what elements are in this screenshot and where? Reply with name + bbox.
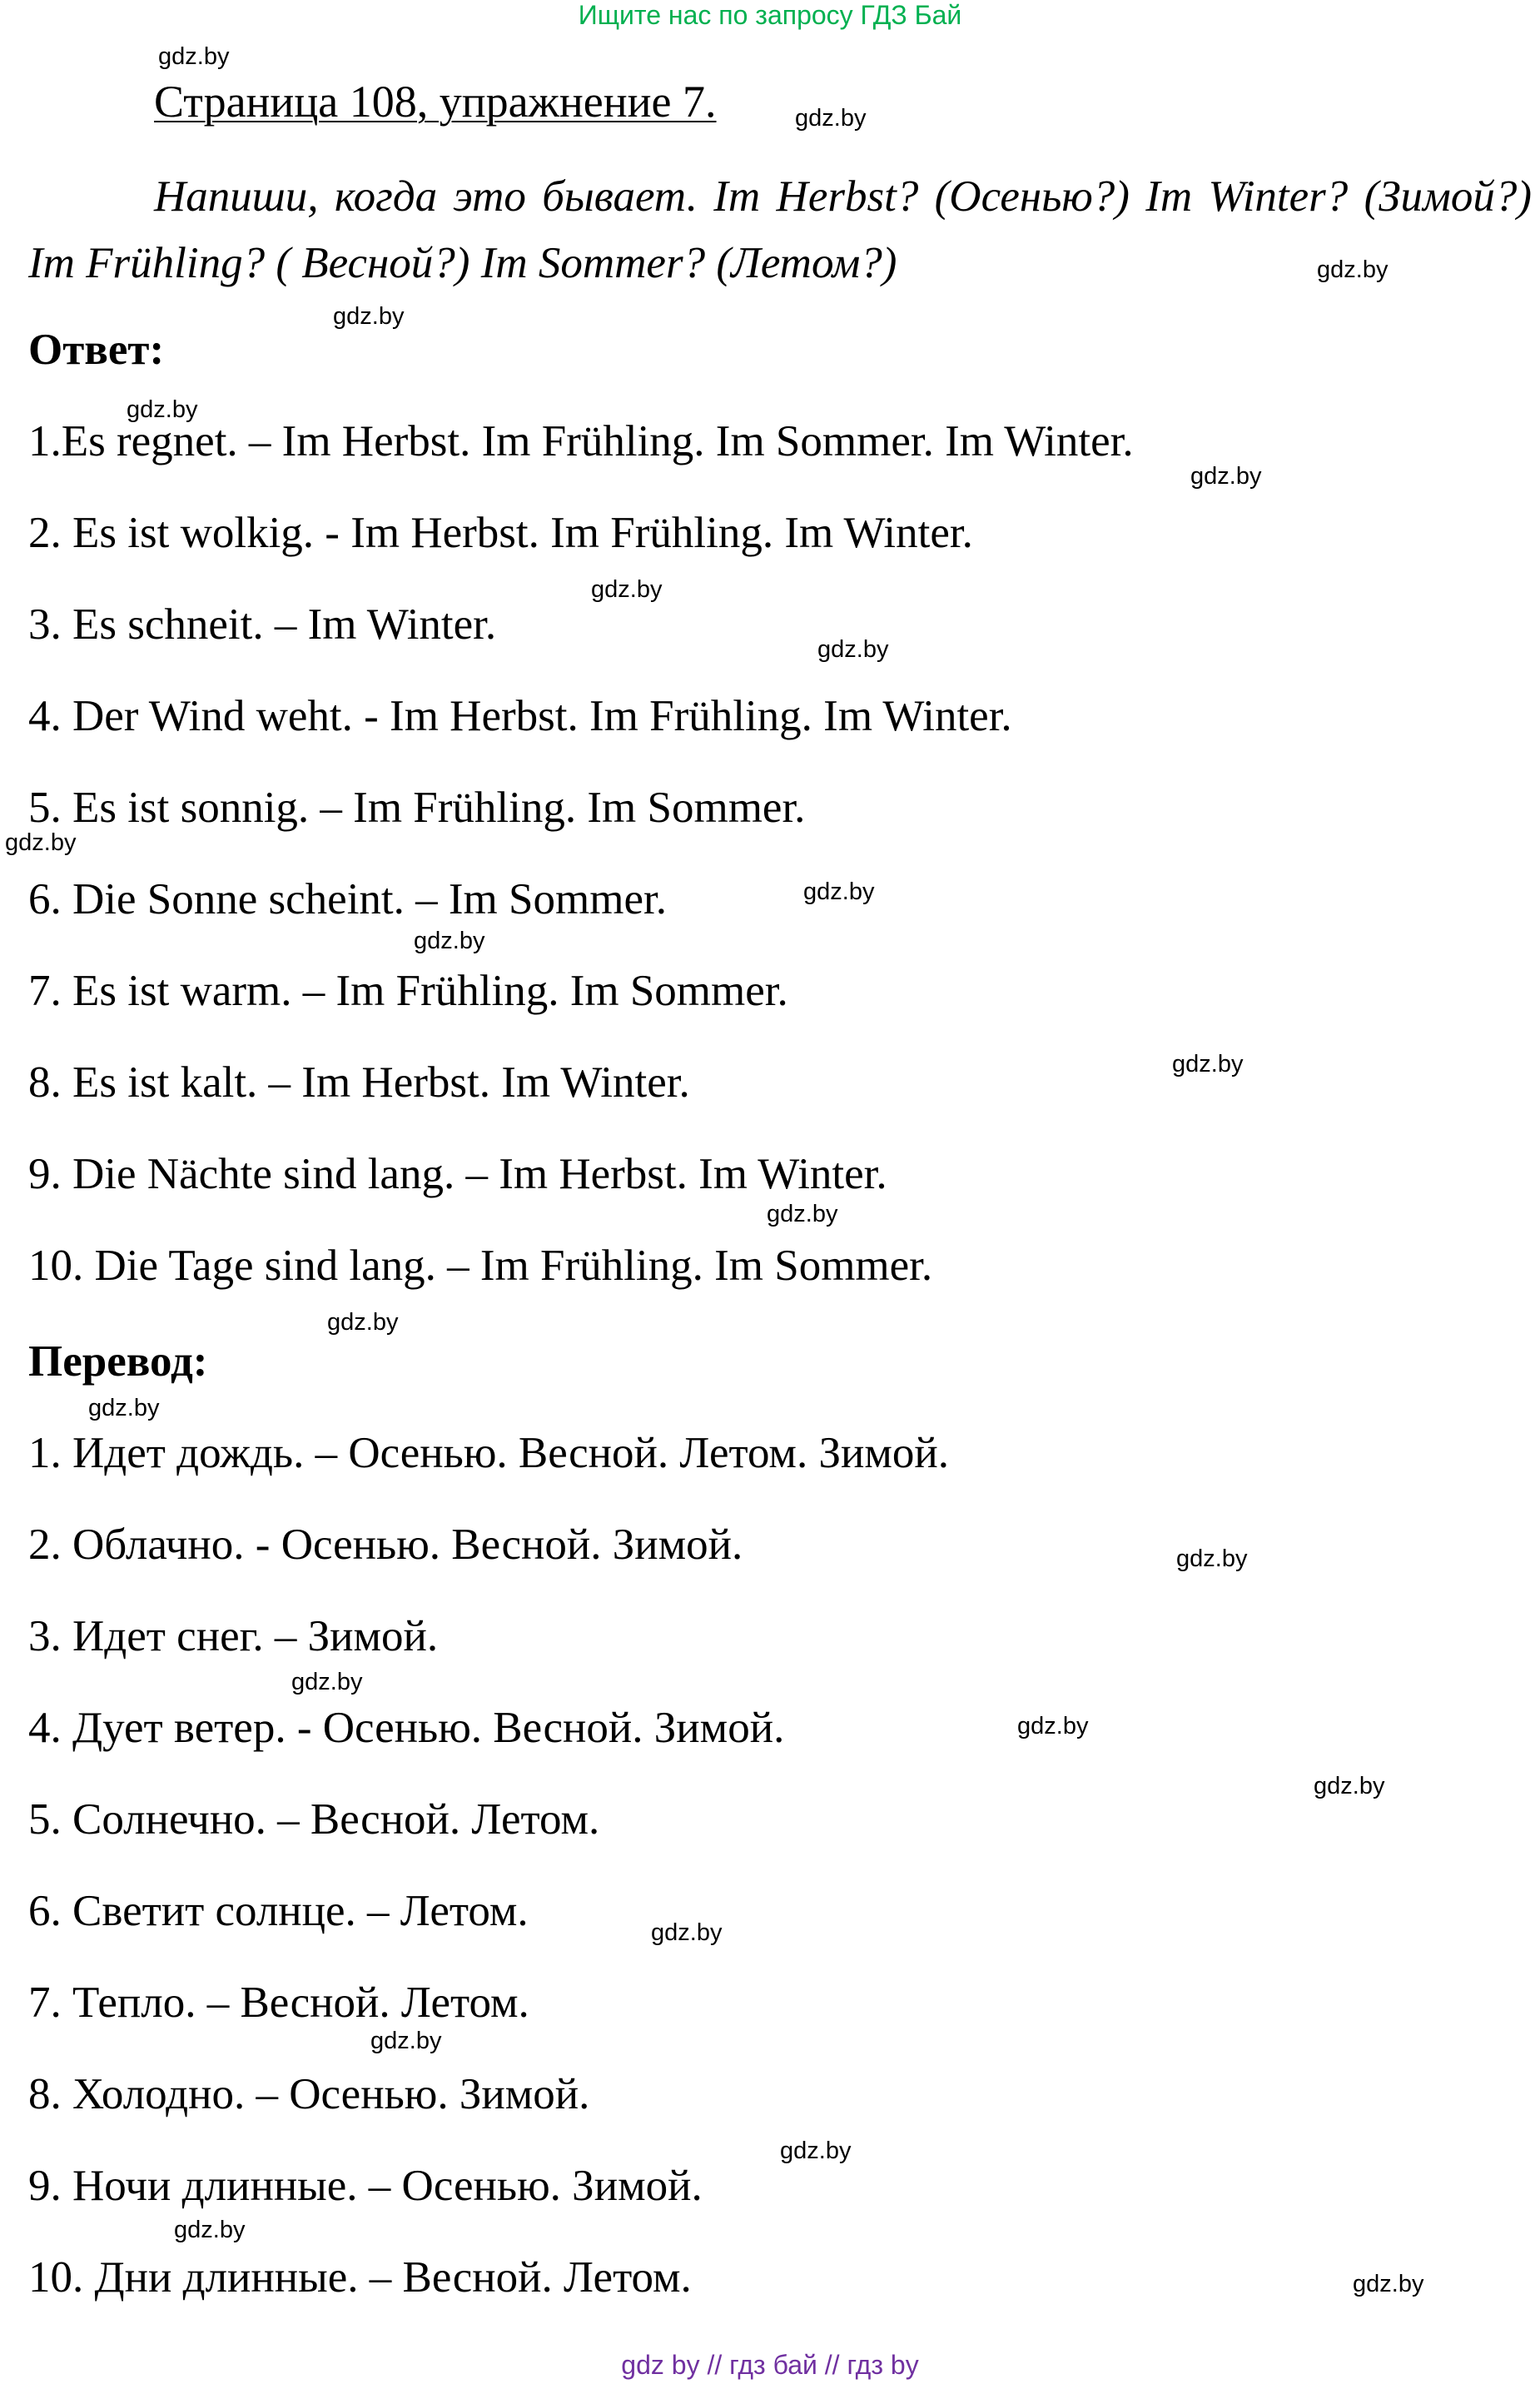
answer-heading: Ответ: — [28, 326, 165, 374]
answer-line-9: 9. Die Nächte sind lang. – Im Herbst. Im Winter. — [28, 1150, 887, 1198]
watermark: gdz.by — [780, 2138, 852, 2164]
translation-line-2: 2. Облачно. - Осенью. Весной. Зимой. — [28, 1520, 743, 1569]
bottom-banner: gdz by // гдз бай // гдз by — [621, 2350, 919, 2380]
answer-line-3: 3. Es schneit. – Im Winter. — [28, 600, 497, 649]
watermark: gdz.by — [158, 43, 230, 70]
translation-line-5: 5. Солнечно. – Весной. Летом. — [28, 1795, 600, 1844]
watermark: gdz.by — [333, 303, 405, 330]
top-banner: Ищите нас по запросу ГДЗ Бай — [578, 0, 962, 30]
watermark: gdz.by — [327, 1309, 399, 1336]
watermark: gdz.by — [5, 829, 77, 856]
watermark: gdz.by — [1317, 256, 1388, 283]
watermark: gdz.by — [174, 2217, 246, 2243]
watermark: gdz.by — [1353, 2271, 1424, 2297]
translation-line-1: 1. Идет дождь. – Осенью. Весной. Летом. Зимой. — [28, 1429, 950, 1477]
answer-line-4: 4. Der Wind weht. - Im Herbst. Im Frühling. Im Winter. — [28, 692, 1012, 740]
watermark: gdz.by — [127, 396, 198, 423]
watermark: gdz.by — [291, 1669, 363, 1695]
page-title: Страница 108, упражнение 7. — [154, 77, 717, 127]
translation-line-6: 6. Светит солнце. – Летом. — [28, 1887, 529, 1935]
watermark: gdz.by — [88, 1395, 160, 1421]
translation-line-3: 3. Идет снег. – Зимой. — [28, 1612, 439, 1660]
answer-line-7: 7. Es ist warm. – Im Frühling. Im Sommer. — [28, 967, 788, 1015]
watermark: gdz.by — [1017, 1713, 1089, 1739]
watermark: gdz.by — [414, 928, 485, 954]
answer-line-8: 8. Es ist kalt. – Im Herbst. Im Winter. — [28, 1058, 690, 1107]
watermark: gdz.by — [591, 576, 663, 603]
watermark: gdz.by — [1190, 463, 1262, 490]
watermark: gdz.by — [767, 1201, 838, 1227]
translation-line-9: 9. Ночи длинные. – Осенью. Зимой. — [28, 2162, 703, 2210]
translation-line-7: 7. Тепло. – Весной. Летом. — [28, 1978, 529, 2027]
watermark: gdz.by — [817, 636, 889, 663]
translation-line-8: 8. Холодно. – Осенью. Зимой. — [28, 2070, 590, 2118]
watermark: gdz.by — [1176, 1545, 1248, 1572]
answer-line-1: 1.Es regnet. – Im Herbst. Im Frühling. Im Sommer. Im Winter. — [28, 417, 1134, 465]
watermark: gdz.by — [803, 878, 875, 905]
answer-line-5: 5. Es ist sonnig. – Im Frühling. Im Sommer. — [28, 784, 806, 832]
watermark: gdz.by — [1314, 1773, 1385, 1799]
watermark: gdz.by — [370, 2028, 442, 2054]
answer-line-2: 2. Es ist wolkig. - Im Herbst. Im Frühling. Im Winter. — [28, 509, 973, 557]
translation-line-4: 4. Дует ветер. - Осенью. Весной. Зимой. — [28, 1704, 785, 1752]
translation-line-10: 10. Дни длинные. – Весной. Летом. — [28, 2253, 692, 2302]
watermark: gdz.by — [651, 1919, 723, 1946]
answer-line-10: 10. Die Tage sind lang. – Im Frühling. Im Sommer. — [28, 1242, 933, 1290]
watermark: gdz.by — [1172, 1051, 1244, 1078]
translation-heading: Перевод: — [28, 1337, 208, 1386]
answer-line-6: 6. Die Sonne scheint. – Im Sommer. — [28, 875, 667, 923]
watermark: gdz.by — [795, 105, 867, 132]
task-text: Напиши, когда это бывает. Im Herbst? (Осенью?) Im Winter? (Зимой?) Im Frühling? ( Весной?) Im Sommer? (Летом?) — [28, 172, 1532, 287]
